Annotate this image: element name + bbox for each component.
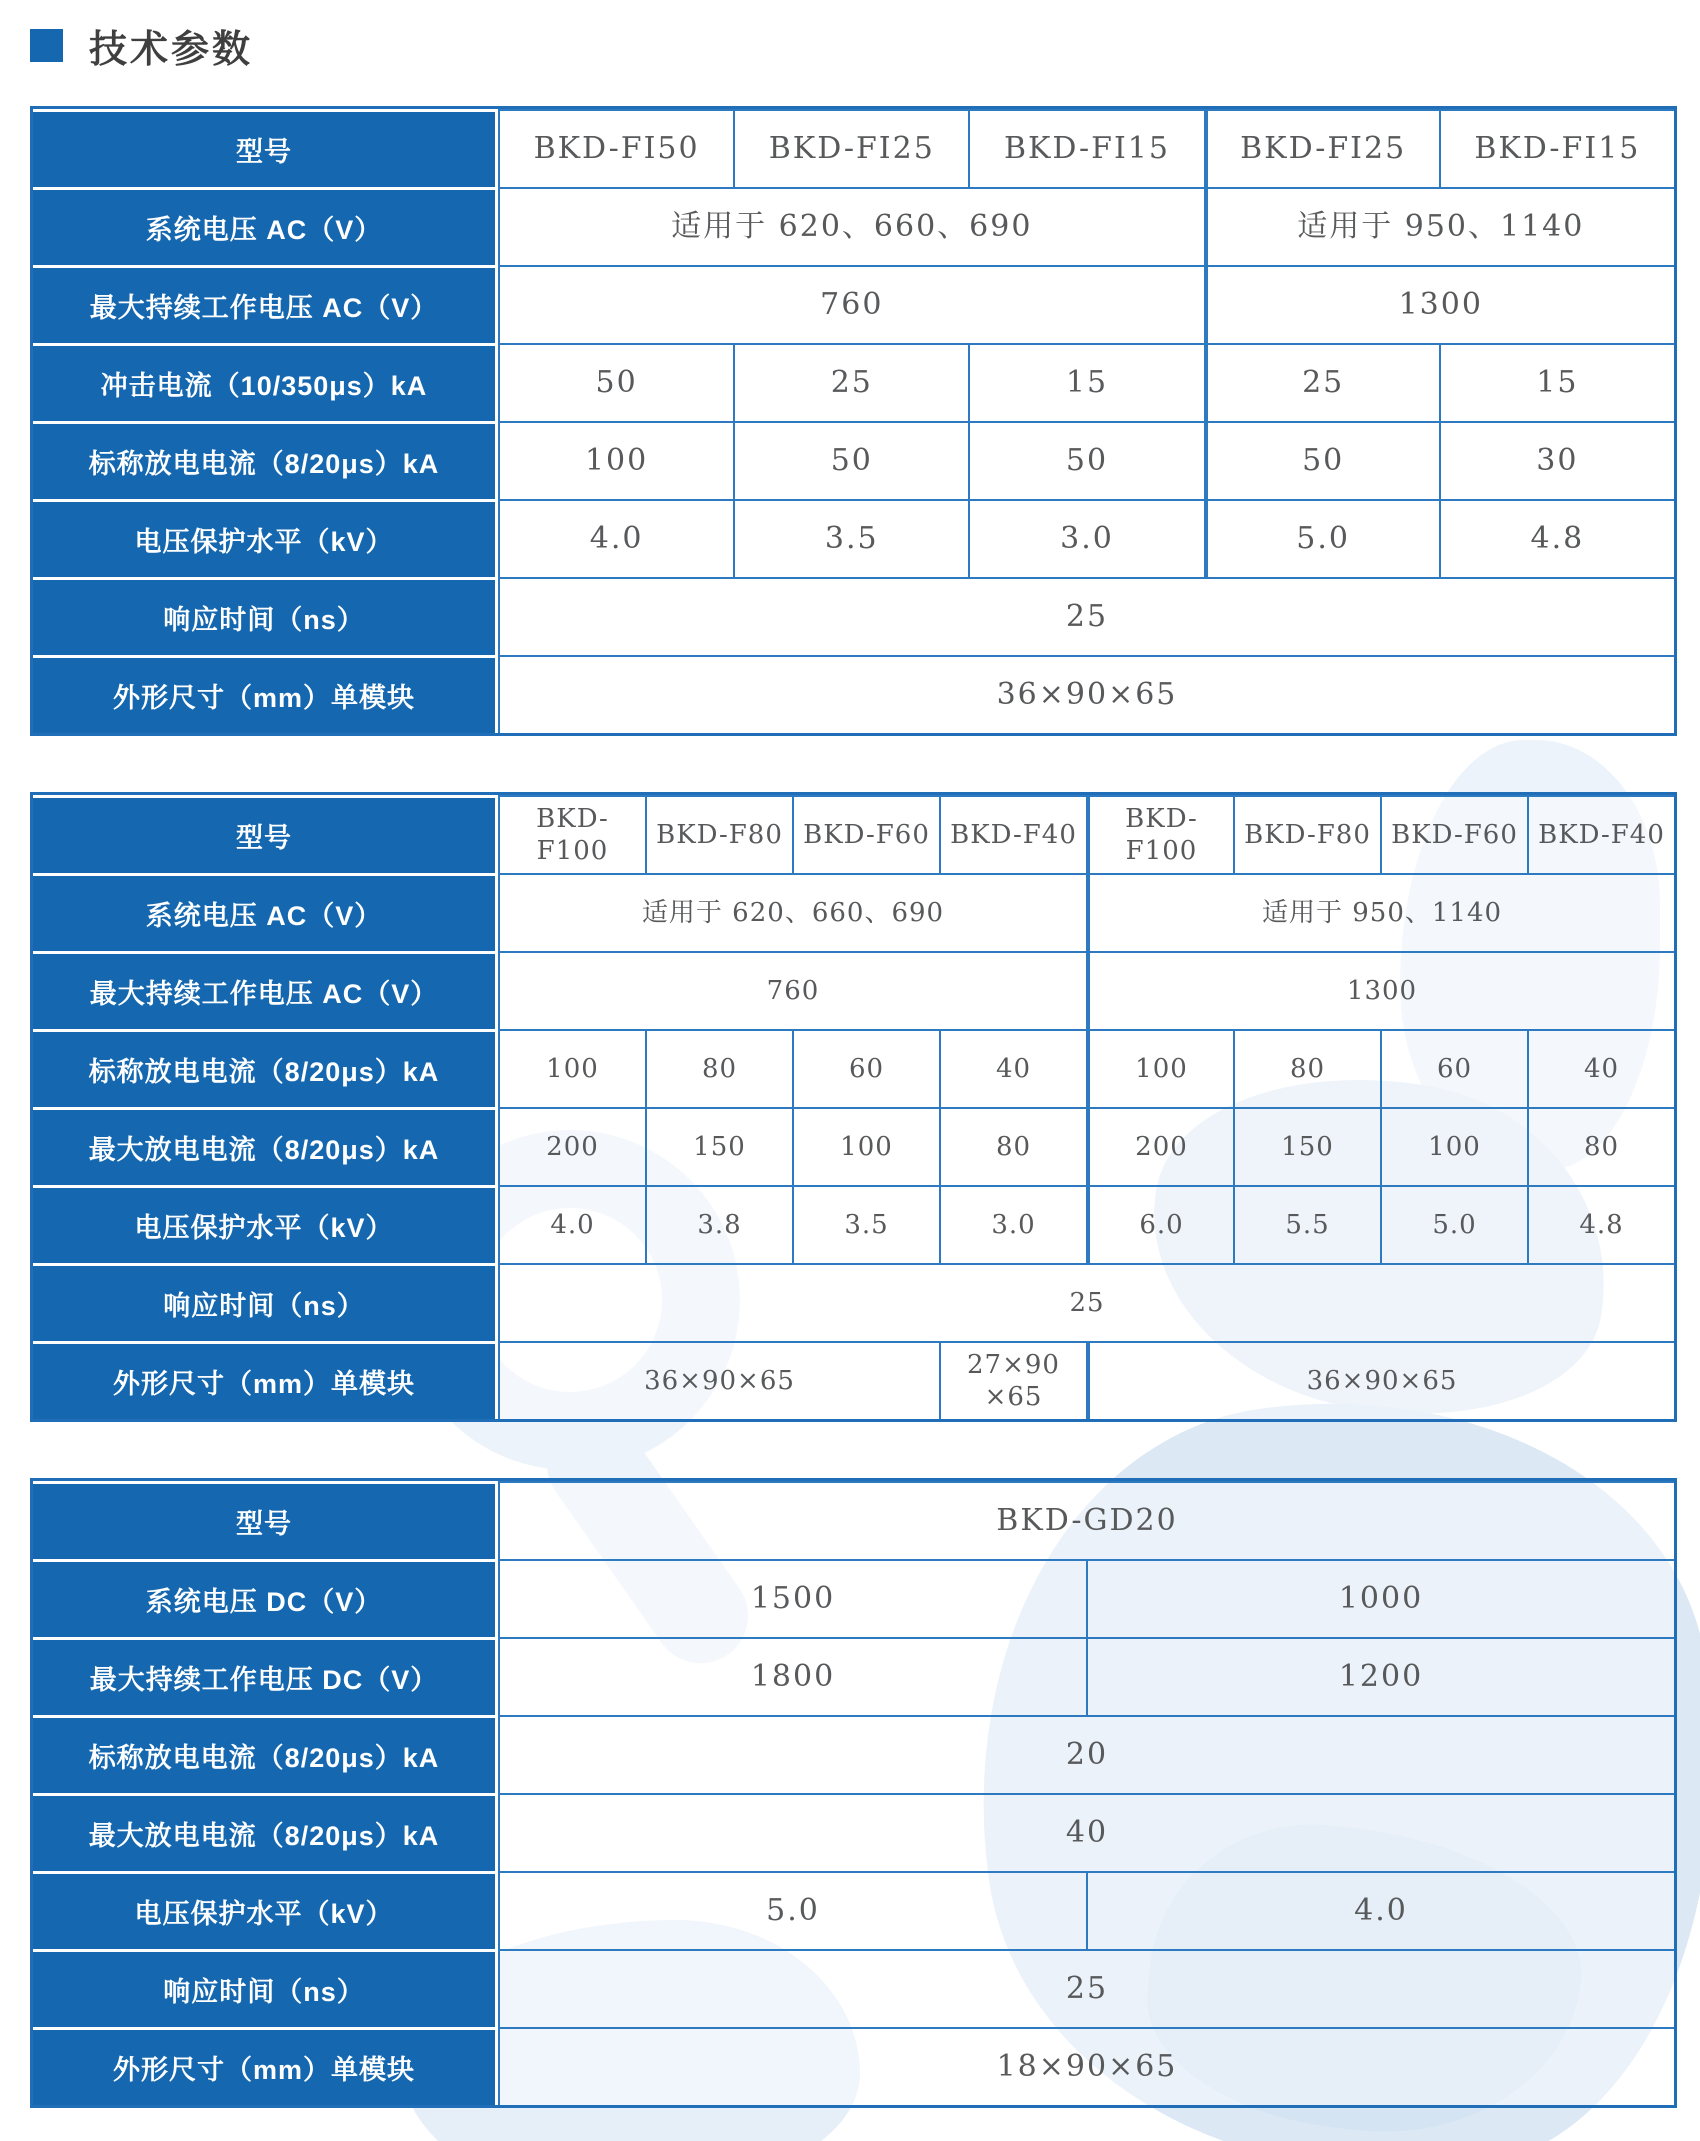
- cell: 100: [1086, 1029, 1233, 1107]
- cell: 27×90 ×65: [939, 1341, 1086, 1419]
- cell: BKD-F40: [1527, 795, 1674, 873]
- spec-table: [33, 795, 1674, 1419]
- cell: 25: [733, 343, 968, 421]
- cell: BKD-F80: [1233, 795, 1380, 873]
- row-label: 冲击电流（10/350μs）kA: [33, 343, 498, 421]
- cell: 适用于 950、1140: [1204, 187, 1674, 265]
- row-label: 响应时间（ns）: [33, 577, 498, 655]
- row-label: 外形尺寸（mm）单模块: [33, 2027, 498, 2105]
- row-label: 最大放电电流（8/20μs）kA: [33, 1107, 498, 1185]
- table-row: [33, 577, 1674, 655]
- section-header: [30, 18, 253, 73]
- cell: 25: [498, 577, 1674, 655]
- cell: 3.0: [968, 499, 1203, 577]
- cell: 3.0: [939, 1185, 1086, 1263]
- cell: 60: [792, 1029, 939, 1107]
- cell: 18×90×65: [498, 2027, 1674, 2105]
- table-row: [33, 655, 1674, 733]
- cell: 4.0: [1086, 1871, 1674, 1949]
- cell: BKD-F60: [792, 795, 939, 873]
- table-row: [33, 1637, 1674, 1715]
- cell: BKD-FI25: [733, 109, 968, 187]
- row-label: 外形尺寸（mm）单模块: [33, 1341, 498, 1419]
- row-label: 电压保护水平（kV）: [33, 1871, 498, 1949]
- table-row: [33, 1793, 1674, 1871]
- cell: BKD-FI15: [968, 109, 1203, 187]
- cell: 4.8: [1439, 499, 1674, 577]
- cell: 5.5: [1233, 1185, 1380, 1263]
- cell: 1300: [1204, 265, 1674, 343]
- table-row: [33, 1949, 1674, 2027]
- cell: 适用于 950、1140: [1086, 873, 1674, 951]
- cell: 80: [1233, 1029, 1380, 1107]
- table-row: [33, 873, 1674, 951]
- cell: 6.0: [1086, 1185, 1233, 1263]
- cell: BKD-FI50: [498, 109, 733, 187]
- row-label: 型号: [33, 795, 498, 873]
- cell: 30: [1439, 421, 1674, 499]
- cell: 100: [498, 1029, 645, 1107]
- spec-table: [33, 1481, 1674, 2105]
- row-label: 标称放电电流（8/20μs）kA: [33, 1715, 498, 1793]
- cell: 80: [645, 1029, 792, 1107]
- cell: 25: [498, 1263, 1674, 1341]
- table-row: [33, 1481, 1674, 1559]
- cell: 36×90×65: [498, 655, 1674, 733]
- table-row: [33, 1029, 1674, 1107]
- row-label: 响应时间（ns）: [33, 1949, 498, 2027]
- cell: 4.8: [1527, 1185, 1674, 1263]
- cell: 100: [498, 421, 733, 499]
- cell: 25: [1204, 343, 1439, 421]
- cell: 适用于 620、660、690: [498, 187, 1204, 265]
- table-row: [33, 265, 1674, 343]
- cell: 100: [1380, 1107, 1527, 1185]
- cell: 1300: [1086, 951, 1674, 1029]
- table-row: [33, 499, 1674, 577]
- row-label: 系统电压 AC（V）: [33, 187, 498, 265]
- cell: 50: [498, 343, 733, 421]
- cell: 200: [1086, 1107, 1233, 1185]
- table-row: [33, 951, 1674, 1029]
- table-row: [33, 1107, 1674, 1185]
- cell: 25: [498, 1949, 1674, 2027]
- row-label: 外形尺寸（mm）单模块: [33, 655, 498, 733]
- cell: BKD-GD20: [498, 1481, 1674, 1559]
- cell: 3.8: [645, 1185, 792, 1263]
- row-label: 型号: [33, 1481, 498, 1559]
- row-label: 型号: [33, 109, 498, 187]
- row-label: 标称放电电流（8/20μs）kA: [33, 1029, 498, 1107]
- row-label: 系统电压 DC（V）: [33, 1559, 498, 1637]
- row-label: 最大持续工作电压 DC（V）: [33, 1637, 498, 1715]
- cell: 3.5: [792, 1185, 939, 1263]
- table-row: [33, 2027, 1674, 2105]
- table-row: [33, 1715, 1674, 1793]
- row-label: 标称放电电流（8/20μs）kA: [33, 421, 498, 499]
- cell: BKD-F60: [1380, 795, 1527, 873]
- cell: 1000: [1086, 1559, 1674, 1637]
- row-label: 电压保护水平（kV）: [33, 1185, 498, 1263]
- cell: 40: [498, 1793, 1674, 1871]
- table-row: [33, 187, 1674, 265]
- cell: 5.0: [1380, 1185, 1527, 1263]
- row-label: 最大持续工作电压 AC（V）: [33, 951, 498, 1029]
- cell: 80: [939, 1107, 1086, 1185]
- cell: 40: [939, 1029, 1086, 1107]
- cell: 150: [645, 1107, 792, 1185]
- cell: 1800: [498, 1637, 1086, 1715]
- section-title: 技术参数: [89, 29, 254, 71]
- cell: 1200: [1086, 1637, 1674, 1715]
- cell: 36×90×65: [498, 1341, 939, 1419]
- cell: 3.5: [733, 499, 968, 577]
- cell: BKD-FI25: [1204, 109, 1439, 187]
- cell: 40: [1527, 1029, 1674, 1107]
- cell: BKD-F100: [498, 795, 645, 873]
- cell: 4.0: [498, 499, 733, 577]
- cell: 100: [792, 1107, 939, 1185]
- table-row: [33, 1871, 1674, 1949]
- table-row: [33, 1341, 1674, 1419]
- spec-table-f-series: [30, 792, 1677, 1422]
- spec-table-gd-series: [30, 1478, 1677, 2108]
- table-row: [33, 343, 1674, 421]
- table-row: [33, 1185, 1674, 1263]
- spec-table-fi-series: [30, 106, 1677, 736]
- cell: 150: [1233, 1107, 1380, 1185]
- table-row: [33, 421, 1674, 499]
- section-marker-icon: [30, 29, 63, 62]
- table-row: [33, 1559, 1674, 1637]
- cell: 20: [498, 1715, 1674, 1793]
- cell: 15: [1439, 343, 1674, 421]
- cell: 1500: [498, 1559, 1086, 1637]
- cell: 80: [1527, 1107, 1674, 1185]
- cell: 4.0: [498, 1185, 645, 1263]
- cell: 5.0: [498, 1871, 1086, 1949]
- cell: 适用于 620、660、690: [498, 873, 1086, 951]
- row-label: 电压保护水平（kV）: [33, 499, 498, 577]
- cell: BKD-F40: [939, 795, 1086, 873]
- cell: 5.0: [1204, 499, 1439, 577]
- cell: 760: [498, 265, 1204, 343]
- row-label: 系统电压 AC（V）: [33, 873, 498, 951]
- cell: 50: [733, 421, 968, 499]
- cell: 760: [498, 951, 1086, 1029]
- row-label: 响应时间（ns）: [33, 1263, 498, 1341]
- cell: BKD-FI15: [1439, 109, 1674, 187]
- table-row: [33, 109, 1674, 187]
- table-row: [33, 1263, 1674, 1341]
- table-row: [33, 795, 1674, 873]
- row-label: 最大放电电流（8/20μs）kA: [33, 1793, 498, 1871]
- cell: BKD-F100: [1086, 795, 1233, 873]
- cell: 200: [498, 1107, 645, 1185]
- cell: 36×90×65: [1086, 1341, 1674, 1419]
- spec-table: [33, 109, 1674, 733]
- cell: BKD-F80: [645, 795, 792, 873]
- row-label: 最大持续工作电压 AC（V）: [33, 265, 498, 343]
- cell: 50: [968, 421, 1203, 499]
- cell: 15: [968, 343, 1203, 421]
- cell: 60: [1380, 1029, 1527, 1107]
- cell: 50: [1204, 421, 1439, 499]
